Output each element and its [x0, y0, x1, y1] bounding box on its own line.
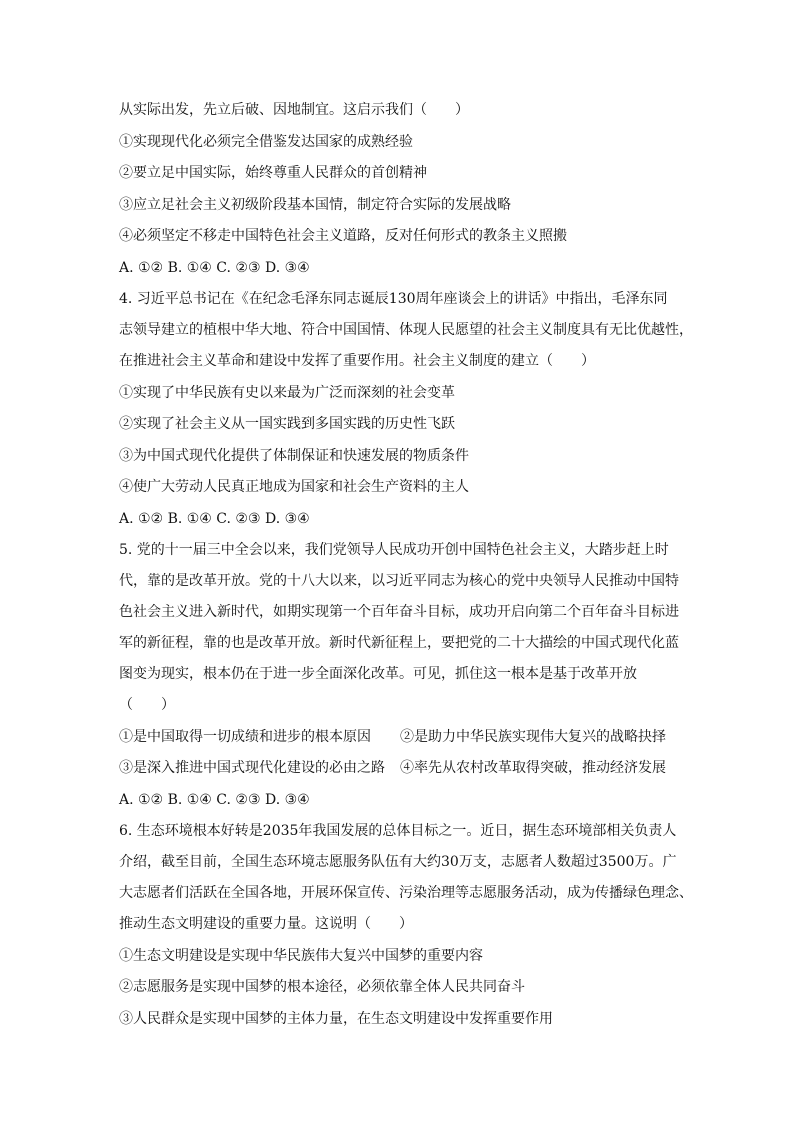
q6-stem-line-4: 推动生态文明建设的重要力量。这说明（ ） — [119, 916, 413, 932]
q5-stem-line-4: 军的新征程，靠的也是改革开放。新时代新征程上，要把党的二十大描绘的中国式现代化蓝 — [119, 635, 679, 651]
q5-options-row-2 — [119, 758, 679, 778]
q3-option-1: ①实现现代化必须完全借鉴发达国家的成熟经验 — [119, 133, 413, 150]
q4-stem-line-3: 在推进社会主义革命和建设中发挥了重要作用。社会主义制度的建立（ ） — [119, 353, 595, 369]
q5-stem-line-6: （ ） — [119, 697, 175, 713]
q3-option-4: ④必须坚定不移走中国特色社会主义道路，反对任何形式的教条主义照搬 — [119, 228, 567, 244]
q4-choices: A. ①② B. ①④ C. ②③ D. ③④ — [119, 510, 310, 527]
q5-option-3: ③是深入推进中国式现代化建设的必由之路 — [119, 760, 385, 776]
q3-option-2: ②要立足中国实际，始终尊重人民群众的首创精神 — [119, 165, 427, 181]
q3-stem-tail: 从实际出发，先立后破、因地制宜。这启示我们（ ） — [119, 102, 469, 118]
q3-choices: A. ①② B. ①④ C. ②③ D. ③④ — [119, 259, 310, 276]
q3-option-3: ③应立足社会主义初级阶段基本国情，制定符合实际的发展战略 — [119, 196, 511, 213]
q5-stem-line-3: 色社会主义进入新时代，如期实现第一个百年奋斗目标，成功开启向第二个百年奋斗目标进 — [119, 604, 679, 620]
q5-stem-line-2: 代，靠的是改革开放。党的十八大以来，以习近平同志为核心的党中央领导人民推动中国特 — [119, 573, 679, 589]
q4-option-4: ④使广大劳动人民真正地成为国家和社会生产资料的主人 — [119, 479, 469, 495]
q4-stem-line-1: 4. 习近平总书记在《在纪念毛泽东同志诞辰130周年座谈会上的讲话》中指出，毛泽东同 — [119, 291, 668, 307]
exam-page — [119, 100, 693, 1040]
q6-option-2: ②志愿服务是实现中国梦的根本途径，必须依靠全体人民共同奋斗 — [119, 979, 525, 995]
q6-stem-line-3: 大志愿者们活跃在全国各地，开展环保宣传、污染治理等志愿服务活动，成为传播绿色理念、 — [119, 885, 693, 901]
q6-stem-line-1: 6. 生态环境根本好转是2035年我国发展的总体目标之一。近日，据生态环境部相关负责人 — [119, 823, 677, 839]
q4-option-2: ②实现了社会主义从一国实践到多国实践的历史性飞跃 — [119, 416, 455, 432]
q4-option-3: ③为中国式现代化提供了体制保证和快速发展的物质条件 — [119, 447, 469, 464]
q5-option-1: ①是中国取得一切成绩和进步的根本原因 — [119, 728, 371, 745]
q4-option-1: ①实现了中华民族有史以来最为广泛而深刻的社会变革 — [119, 384, 455, 401]
q6-stem-line-2: 介绍，截至目前，全国生态环境志愿服务队伍有大约30万支，志愿者人数超过3500万。广 — [119, 854, 677, 870]
q5-option-4: ④率先从农村改革取得突破，推动经济发展 — [400, 760, 666, 776]
q5-choices: A. ①② B. ①④ C. ②③ D. ③④ — [119, 791, 310, 808]
q6-option-1: ①生态文明建设是实现中华民族伟大复兴中国梦的重要内容 — [119, 947, 483, 964]
q6-option-3: ③人民群众是实现中国梦的主体力量，在生态文明建设中发挥重要作用 — [119, 1010, 553, 1027]
q5-options-row-1 — [119, 727, 679, 747]
q4-stem-line-2: 志领导建立的植根中华大地、符合中国国情、体现人民愿望的社会主义制度具有无比优越性， — [119, 322, 693, 338]
q5-stem-line-5: 图变为现实，根本仍在于进一步全面深化改革。可见，抓住这一根本是基于改革开放 — [119, 666, 637, 682]
q5-stem-line-1: 5. 党的十一届三中全会以来，我们党领导人民成功开创中国特色社会主义，大踏步赶上时 — [119, 542, 669, 558]
q5-option-2: ②是助力中华民族实现伟大复兴的战略抉择 — [400, 728, 666, 745]
